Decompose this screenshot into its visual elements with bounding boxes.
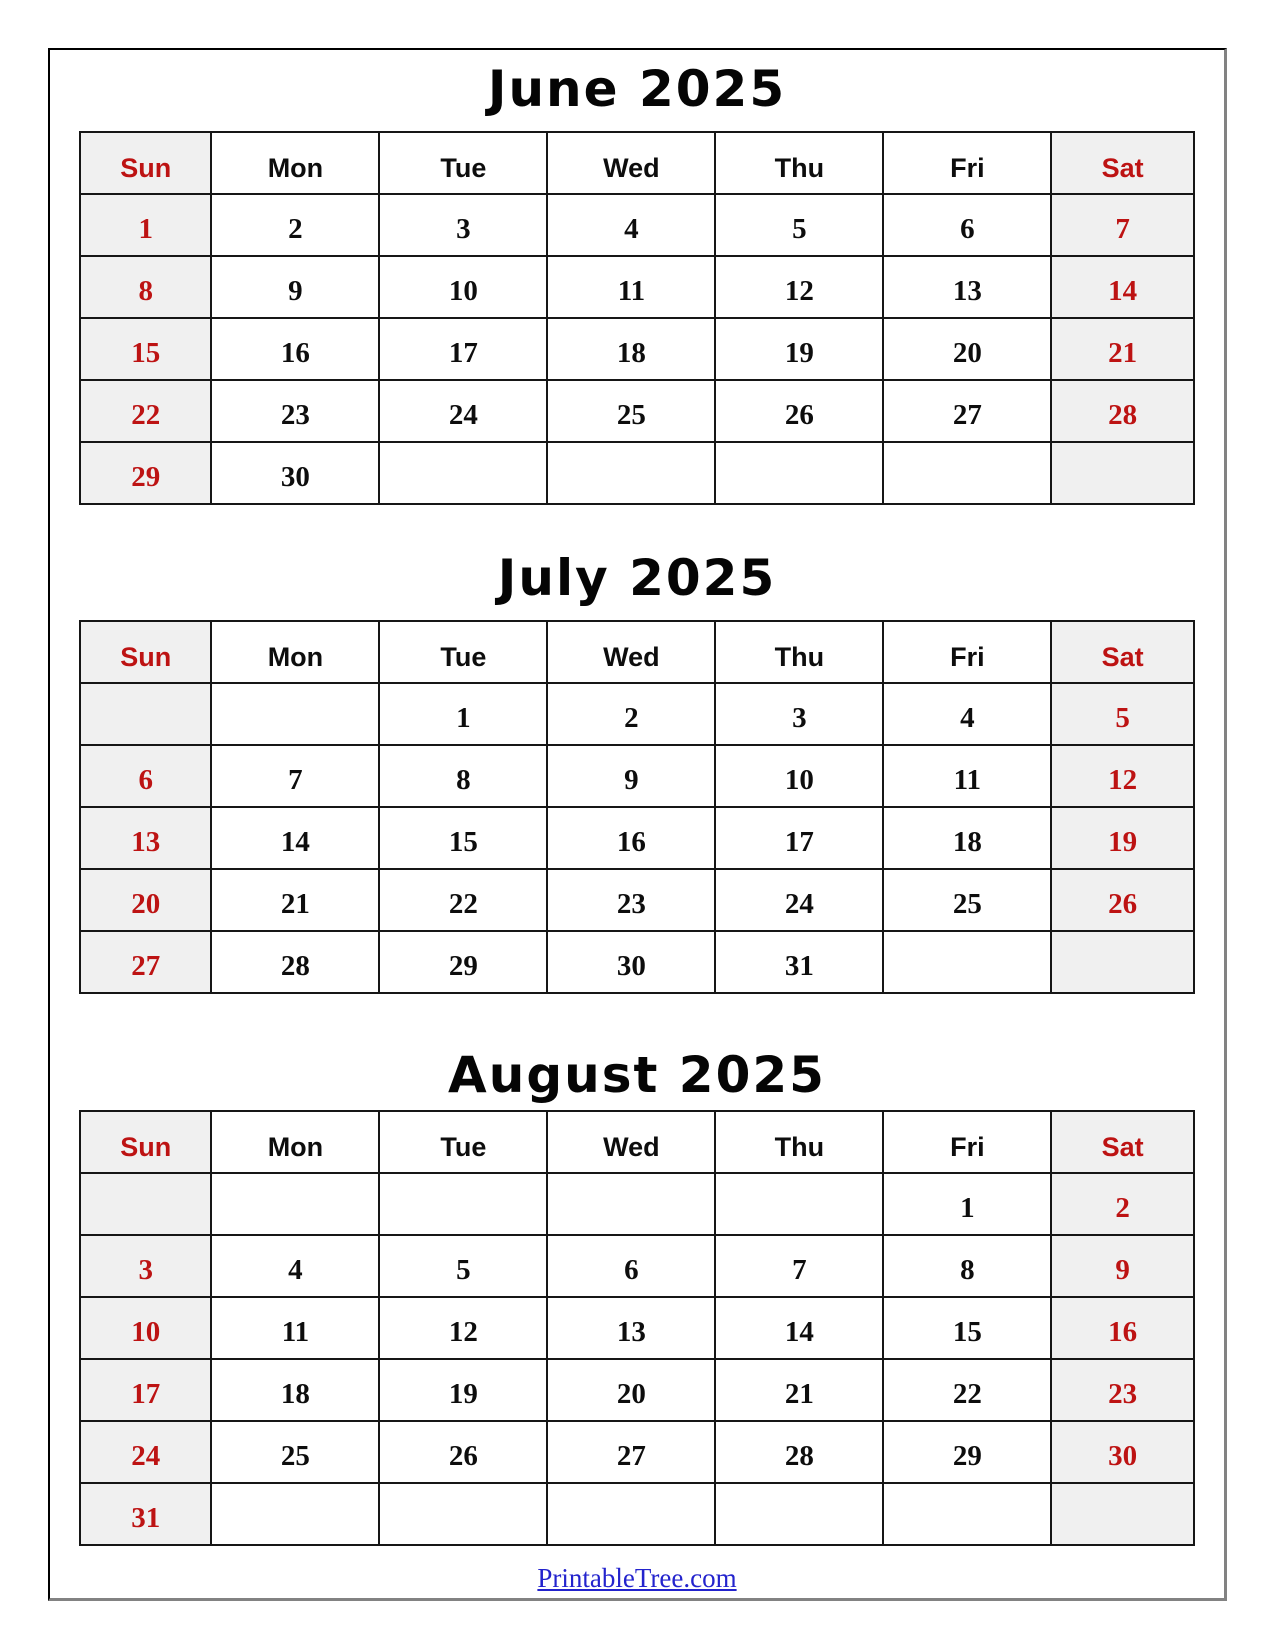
empty-date-cell xyxy=(883,442,1051,504)
empty-date-cell xyxy=(715,442,883,504)
weekday-header-fri: Fri xyxy=(883,132,1051,194)
date-cell-6: 6 xyxy=(80,745,211,807)
week-row xyxy=(80,931,1194,993)
week-row xyxy=(80,1235,1194,1297)
empty-date-cell xyxy=(379,1173,547,1235)
date-cell-30: 30 xyxy=(211,442,379,504)
date-cell-17: 17 xyxy=(379,318,547,380)
date-cell-3: 3 xyxy=(379,194,547,256)
date-cell-12: 12 xyxy=(715,256,883,318)
date-cell-12: 12 xyxy=(379,1297,547,1359)
weekday-header-tue: Tue xyxy=(379,132,547,194)
weekday-header-sat: Sat xyxy=(1051,621,1194,683)
date-cell-16: 16 xyxy=(547,807,715,869)
month-section xyxy=(50,551,1224,994)
date-cell-19: 19 xyxy=(715,318,883,380)
month-section xyxy=(50,62,1224,505)
date-cell-23: 23 xyxy=(547,869,715,931)
date-cell-3: 3 xyxy=(80,1235,211,1297)
date-cell-25: 25 xyxy=(883,869,1051,931)
weekday-header-mon: Mon xyxy=(211,132,379,194)
month-title: July 2025 xyxy=(497,549,777,607)
weekday-header-sun: Sun xyxy=(80,621,211,683)
date-cell-1: 1 xyxy=(883,1173,1051,1235)
month-body xyxy=(80,683,1194,993)
date-cell-21: 21 xyxy=(715,1359,883,1421)
date-cell-10: 10 xyxy=(715,745,883,807)
empty-date-cell xyxy=(547,1483,715,1545)
weekday-header-sun: Sun xyxy=(80,132,211,194)
week-row xyxy=(80,1297,1194,1359)
date-cell-26: 26 xyxy=(1051,869,1194,931)
empty-date-cell xyxy=(211,1173,379,1235)
empty-date-cell xyxy=(80,683,211,745)
date-cell-23: 23 xyxy=(1051,1359,1194,1421)
date-cell-10: 10 xyxy=(379,256,547,318)
page-footer xyxy=(50,1563,1224,1594)
weekday-row xyxy=(80,1111,1194,1173)
date-cell-30: 30 xyxy=(547,931,715,993)
weekday-header-sat: Sat xyxy=(1051,132,1194,194)
empty-date-cell xyxy=(1051,931,1194,993)
week-row xyxy=(80,1421,1194,1483)
calendar-table xyxy=(79,620,1195,994)
weekday-header-mon: Mon xyxy=(211,621,379,683)
date-cell-27: 27 xyxy=(547,1421,715,1483)
months-container xyxy=(50,62,1224,1546)
week-row xyxy=(80,318,1194,380)
date-cell-22: 22 xyxy=(883,1359,1051,1421)
empty-date-cell xyxy=(715,1483,883,1545)
empty-date-cell xyxy=(379,442,547,504)
date-cell-12: 12 xyxy=(1051,745,1194,807)
date-cell-21: 21 xyxy=(211,869,379,931)
date-cell-24: 24 xyxy=(80,1421,211,1483)
date-cell-11: 11 xyxy=(211,1297,379,1359)
date-cell-16: 16 xyxy=(211,318,379,380)
date-cell-20: 20 xyxy=(80,869,211,931)
date-cell-29: 29 xyxy=(379,931,547,993)
week-row xyxy=(80,194,1194,256)
date-cell-15: 15 xyxy=(883,1297,1051,1359)
date-cell-14: 14 xyxy=(715,1297,883,1359)
date-cell-2: 2 xyxy=(1051,1173,1194,1235)
date-cell-8: 8 xyxy=(883,1235,1051,1297)
date-cell-19: 19 xyxy=(379,1359,547,1421)
date-cell-23: 23 xyxy=(211,380,379,442)
date-cell-31: 31 xyxy=(80,1483,211,1545)
date-cell-5: 5 xyxy=(379,1235,547,1297)
weekday-header-wed: Wed xyxy=(547,132,715,194)
date-cell-22: 22 xyxy=(80,380,211,442)
week-row xyxy=(80,442,1194,504)
weekday-header-tue: Tue xyxy=(379,621,547,683)
calendar-table xyxy=(79,131,1195,505)
page-frame xyxy=(48,48,1227,1601)
date-cell-18: 18 xyxy=(883,807,1051,869)
empty-date-cell xyxy=(80,1173,211,1235)
weekday-header-thu: Thu xyxy=(715,1111,883,1173)
date-cell-15: 15 xyxy=(379,807,547,869)
date-cell-10: 10 xyxy=(80,1297,211,1359)
week-row xyxy=(80,683,1194,745)
date-cell-28: 28 xyxy=(1051,380,1194,442)
date-cell-4: 4 xyxy=(883,683,1051,745)
weekday-header-sun: Sun xyxy=(80,1111,211,1173)
weekday-header-wed: Wed xyxy=(547,621,715,683)
date-cell-24: 24 xyxy=(379,380,547,442)
footer-link[interactable]: PrintableTree.com xyxy=(537,1563,737,1593)
date-cell-14: 14 xyxy=(211,807,379,869)
date-cell-9: 9 xyxy=(1051,1235,1194,1297)
weekday-header-wed: Wed xyxy=(547,1111,715,1173)
date-cell-14: 14 xyxy=(1051,256,1194,318)
date-cell-26: 26 xyxy=(379,1421,547,1483)
date-cell-28: 28 xyxy=(715,1421,883,1483)
date-cell-15: 15 xyxy=(80,318,211,380)
empty-date-cell xyxy=(547,1173,715,1235)
week-row xyxy=(80,745,1194,807)
empty-date-cell xyxy=(211,1483,379,1545)
week-row xyxy=(80,807,1194,869)
empty-date-cell xyxy=(379,1483,547,1545)
week-row xyxy=(80,1483,1194,1545)
date-cell-8: 8 xyxy=(379,745,547,807)
empty-date-cell xyxy=(883,931,1051,993)
date-cell-6: 6 xyxy=(883,194,1051,256)
empty-date-cell xyxy=(547,442,715,504)
weekday-header-tue: Tue xyxy=(379,1111,547,1173)
date-cell-17: 17 xyxy=(715,807,883,869)
date-cell-9: 9 xyxy=(211,256,379,318)
month-section xyxy=(50,1048,1224,1546)
weekday-row xyxy=(80,132,1194,194)
month-title: June 2025 xyxy=(487,60,787,118)
weekday-header-thu: Thu xyxy=(715,132,883,194)
empty-date-cell xyxy=(715,1173,883,1235)
empty-date-cell xyxy=(883,1483,1051,1545)
weekday-header-sat: Sat xyxy=(1051,1111,1194,1173)
date-cell-17: 17 xyxy=(80,1359,211,1421)
week-row xyxy=(80,869,1194,931)
date-cell-19: 19 xyxy=(1051,807,1194,869)
week-row xyxy=(80,1173,1194,1235)
date-cell-21: 21 xyxy=(1051,318,1194,380)
weekday-header-thu: Thu xyxy=(715,621,883,683)
date-cell-22: 22 xyxy=(379,869,547,931)
date-cell-29: 29 xyxy=(80,442,211,504)
weekday-row xyxy=(80,621,1194,683)
date-cell-13: 13 xyxy=(883,256,1051,318)
date-cell-28: 28 xyxy=(211,931,379,993)
date-cell-20: 20 xyxy=(883,318,1051,380)
date-cell-11: 11 xyxy=(547,256,715,318)
date-cell-1: 1 xyxy=(80,194,211,256)
date-cell-25: 25 xyxy=(547,380,715,442)
weekday-header-mon: Mon xyxy=(211,1111,379,1173)
date-cell-8: 8 xyxy=(80,256,211,318)
date-cell-5: 5 xyxy=(1051,683,1194,745)
date-cell-7: 7 xyxy=(1051,194,1194,256)
date-cell-11: 11 xyxy=(883,745,1051,807)
date-cell-31: 31 xyxy=(715,931,883,993)
date-cell-20: 20 xyxy=(547,1359,715,1421)
date-cell-2: 2 xyxy=(547,683,715,745)
date-cell-5: 5 xyxy=(715,194,883,256)
date-cell-6: 6 xyxy=(547,1235,715,1297)
date-cell-9: 9 xyxy=(547,745,715,807)
weekday-header-fri: Fri xyxy=(883,621,1051,683)
date-cell-7: 7 xyxy=(211,745,379,807)
week-row xyxy=(80,256,1194,318)
date-cell-16: 16 xyxy=(1051,1297,1194,1359)
date-cell-4: 4 xyxy=(211,1235,379,1297)
date-cell-2: 2 xyxy=(211,194,379,256)
week-row xyxy=(80,380,1194,442)
calendar-table xyxy=(79,1110,1195,1546)
date-cell-18: 18 xyxy=(547,318,715,380)
date-cell-1: 1 xyxy=(379,683,547,745)
date-cell-29: 29 xyxy=(883,1421,1051,1483)
month-body xyxy=(80,194,1194,504)
date-cell-4: 4 xyxy=(547,194,715,256)
empty-date-cell xyxy=(1051,442,1194,504)
date-cell-30: 30 xyxy=(1051,1421,1194,1483)
date-cell-24: 24 xyxy=(715,869,883,931)
date-cell-27: 27 xyxy=(883,380,1051,442)
month-title: August 2025 xyxy=(448,1046,826,1104)
weekday-header-fri: Fri xyxy=(883,1111,1051,1173)
date-cell-7: 7 xyxy=(715,1235,883,1297)
date-cell-13: 13 xyxy=(547,1297,715,1359)
date-cell-13: 13 xyxy=(80,807,211,869)
month-body xyxy=(80,1173,1194,1545)
date-cell-26: 26 xyxy=(715,380,883,442)
date-cell-3: 3 xyxy=(715,683,883,745)
date-cell-25: 25 xyxy=(211,1421,379,1483)
date-cell-27: 27 xyxy=(80,931,211,993)
date-cell-18: 18 xyxy=(211,1359,379,1421)
empty-date-cell xyxy=(211,683,379,745)
week-row xyxy=(80,1359,1194,1421)
empty-date-cell xyxy=(1051,1483,1194,1545)
